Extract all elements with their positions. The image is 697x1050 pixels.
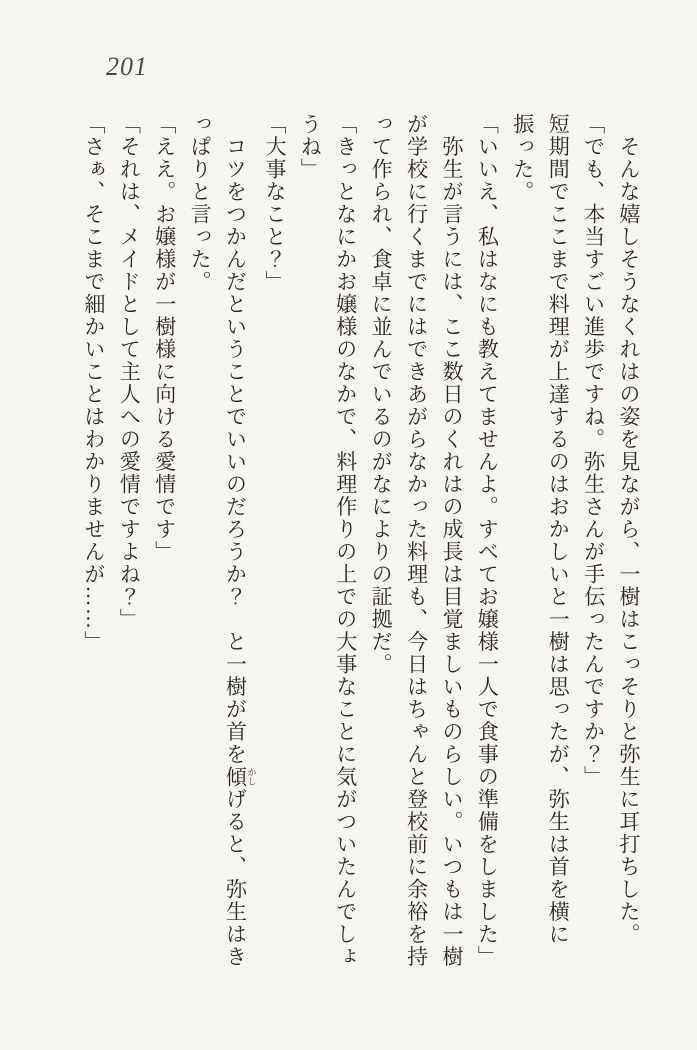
text-line: 「ええ。お嬢様が一樹様に向ける愛情です」 bbox=[152, 113, 177, 563]
text-line: 弥生が言うには、ここ数日のくれはの成長は目覚ましいものらしい。いつもは一樹 bbox=[439, 113, 464, 968]
text-line: 振った。 bbox=[510, 113, 535, 203]
text-line: 「大事なこと？」 bbox=[262, 113, 287, 293]
text-line: って作られ、食卓に並んでいるのがなによりの証拠だ。 bbox=[369, 113, 394, 676]
text-block bbox=[76, 113, 646, 985]
text-line: コツをつかんだということでいいのだろうか？ と一樹が首を傾 かしげると、弥生はき bbox=[223, 113, 257, 968]
text-line: うね」 bbox=[298, 113, 323, 181]
text-line: 「さぁ、そこまで細かいことはわかりませんが……」 bbox=[81, 113, 106, 653]
text-line: っぱりと言った。 bbox=[188, 113, 213, 293]
page-number: 201 bbox=[106, 52, 148, 81]
text-line: 「きっとなにかお嬢様のなかで、料理作りの上での大事なことに気がついたんでしょ bbox=[333, 113, 358, 968]
text-line: 「それは、メイドとして主人への愛情ですよね？」 bbox=[117, 113, 142, 631]
text-line: 「でも、本当すごい進歩ですね。弥生さんが手伝ったんですか？」 bbox=[581, 113, 606, 788]
text-line: が学校に行くまでにはできあがらなかった料理も、今日はちゃんと登校前に余裕を持 bbox=[404, 113, 429, 968]
furigana-ruby: 傾 かし bbox=[223, 765, 257, 788]
text-line: そんな嬉しそうなくれはの姿を見ながら、一樹はこっそりと弥生に耳打ちした。 bbox=[617, 113, 641, 946]
text-line: 「いいえ、私はなにも教えてませんよ。すべてお嬢様一人で食事の準備をしました」 bbox=[475, 113, 500, 968]
text-line: 短期間でここまで料理が上達するのはおかしいと一樹は思ったが、弥生は首を横に bbox=[546, 113, 571, 946]
